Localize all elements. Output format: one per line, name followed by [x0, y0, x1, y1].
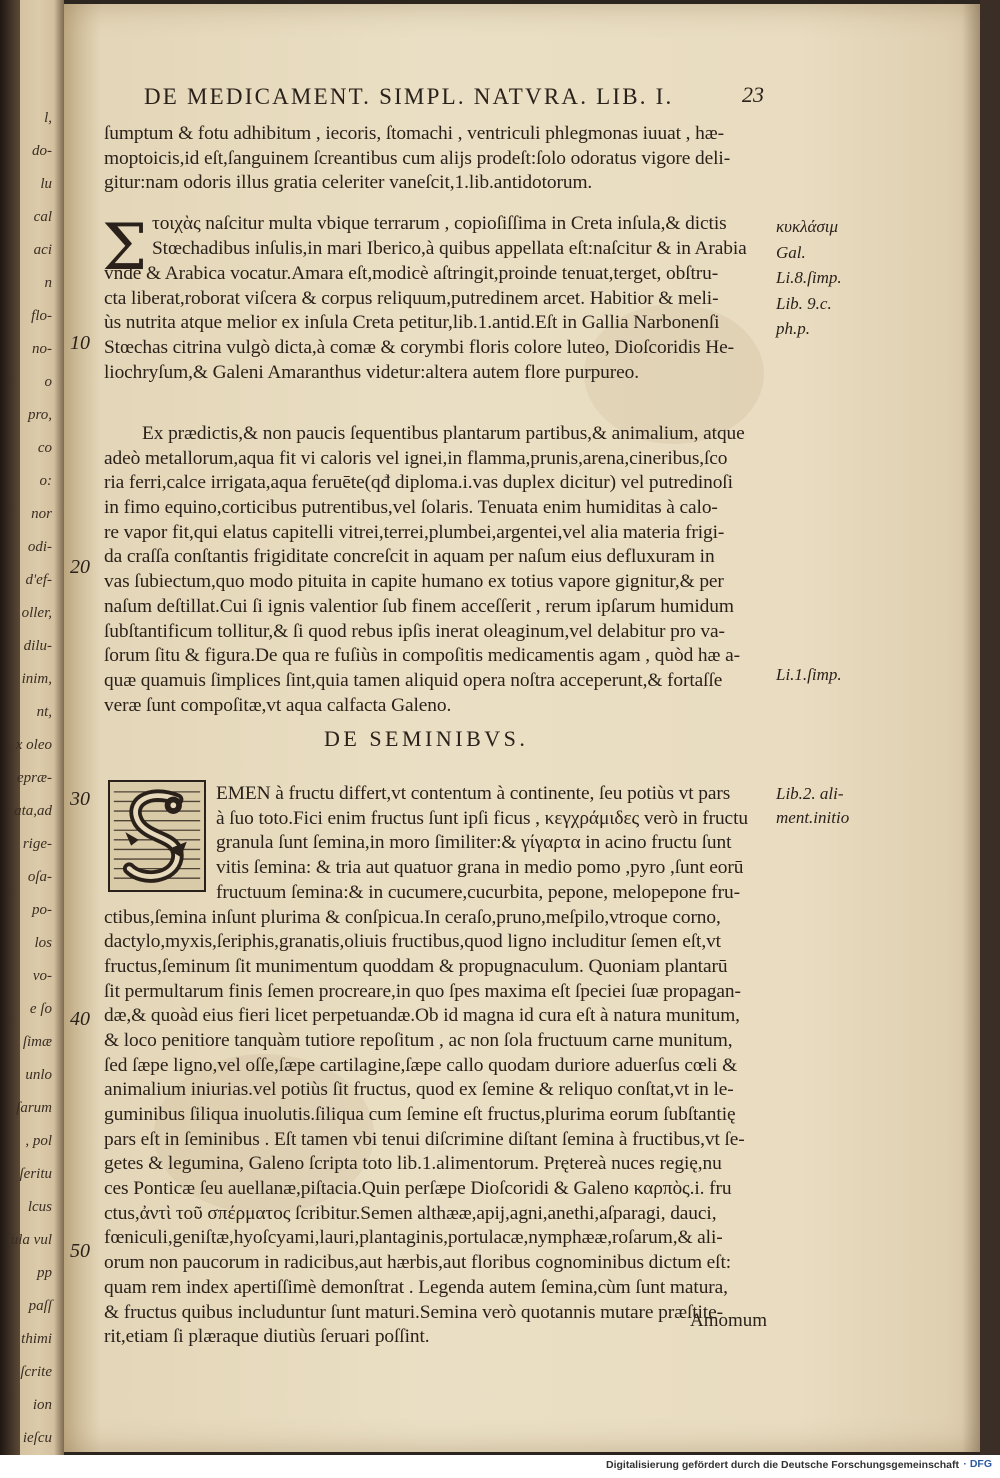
facing-page-fragment: dilu- [23, 638, 52, 654]
facing-page-fragment: e ſo [29, 1001, 52, 1017]
facing-page-fragment: o: [39, 473, 52, 489]
text-line: guminibus ſiliqua inuolutis.ſiliqua cum ſemine eſt fructus,plurima eorum ſubſtantię [104, 1104, 736, 1125]
text-line: fructus,ſeminum ſit munimentum quoddam & propugnaculum. Quoniam plantarū [104, 955, 728, 977]
text-line: ſubſtantificum tollitur,& ſi quod rebus ipſis inerat oleaginum,vel delabitur pro va- [104, 620, 725, 642]
facing-page-fragment: paſſ [28, 1298, 52, 1314]
text-line: à ſuo toto.Fici enim fructus ſunt ipſi ficus , κεγχράμιδες verò in fructu [216, 807, 748, 829]
page-number: 23 [742, 82, 764, 107]
text-line: dæ,& quoàd eius fieri licet perpetuandæ.Ob id magna id cura eſt à natura munitum, [104, 1005, 740, 1027]
facing-page-fragment: oller, [21, 605, 52, 621]
text-line: quam rem index apertiſſimè demonſtrat . Legenda autem ſemina,cùm ſunt matura, [104, 1276, 728, 1298]
facing-page-fragment: vo- [32, 968, 52, 984]
text-line: rit,etiam ſi plæraque diutiùs ſeruari poſſint. [104, 1326, 430, 1348]
facing-page-fragment: nt, [36, 704, 52, 720]
facing-page-fragment: ieſcu [22, 1430, 52, 1446]
paragraph-stoechas [152, 212, 772, 261]
text-line: Ex prædictis,& non paucis ſequentibus plantarum partibus,& animalium, atque [142, 423, 745, 444]
gutter-shadow [54, 0, 64, 1455]
facing-page-fragment: o [44, 374, 52, 390]
marginal-note: κυκλάσιμ [776, 217, 839, 236]
paragraph-seminibus-opening [216, 782, 772, 905]
greek-initial-sigma: Σ [102, 211, 148, 285]
facing-page-fragment: cal [33, 209, 52, 225]
facing-page-fragment: flo- [31, 308, 52, 324]
text-line: cta liberat,roborat viſcera & corpus reliquum,putredinem arcet. Habitior & meli- [104, 287, 719, 309]
text-line: pars eſt in ſeminibus . Eſt tamen vbi tenui diſcrimine diſtant ſemina à fructibus,vt ſe- [104, 1128, 745, 1150]
text-line: dactylo,myxis,ſeriphis,granatis,oliuis fructibus,quod ligno includitur ſemen eſt,vt [104, 931, 721, 953]
text-line: veræ ſunt compoſitæ,vt aqua calfacta Galeno. [104, 694, 452, 716]
woodcut-initial-s [108, 780, 206, 892]
text-line: re vapor fit,qui elatus capitelli vitrei,terrei,plumbei,argentei,vel alia materia frigi- [104, 521, 725, 543]
facing-page-fragment: ſcrite [20, 1364, 52, 1380]
text-line: τοιχὰς naſcitur multa vbique terrarum , copioſiſſima in Creta inſula,& dictis [152, 213, 727, 234]
facing-page-fragment: ſimæ [22, 1034, 52, 1050]
facing-page-fragment: rige- [22, 836, 52, 852]
text-line: ria ferri,calce irrigata,aqua feruēte(qđ diploma.i.vas duplex dicitur) vel putredinoſi [104, 472, 733, 494]
marginal-note: Li.8.ſimp. [776, 268, 842, 287]
page-edge-shadow [962, 4, 980, 1452]
text-line: Stœchas citrina vulgò dicta,à comæ & corymbi floris colore luteo, Dioſcoridis He- [104, 337, 735, 359]
facing-page-fragment: inim, [21, 671, 52, 687]
line-number-50: 50 [70, 1240, 90, 1262]
facing-page-fragment: d'ef- [25, 572, 52, 588]
text-line: EMEN à fructu differt,vt contentum à continente, ſeu potiùs vt pars [216, 783, 731, 804]
marginal-note: ment.initio [776, 808, 850, 827]
facing-page-fragment: pp [37, 1265, 52, 1281]
text-line: ces Ponticæ ſeu auellanæ,piſtacia.Quin perſæpe Dioſcoridi & Galeno καρπὸς.i. fru [104, 1178, 732, 1200]
line-number-20: 20 [70, 556, 90, 578]
paragraph-continuation [104, 122, 772, 196]
text-line: adeò metallorum,aqua fit vi caloris vel ignei,in flamma,prunis,arena,cineribus,ſco [104, 447, 728, 469]
text-line: fructuum ſemina:& in cucumere,cucurbita, pepone, melopepone fru- [216, 881, 740, 903]
facing-page-fragment: ſarum [16, 1100, 52, 1116]
facing-page-fragment: oſa- [27, 869, 52, 885]
marginal-note: Lib. 9.c. [776, 294, 832, 313]
text-line: liochryſum,& Galeni Amaranthus videtur:altera autem flore purpureo. [104, 361, 639, 383]
facing-page-fragment: no- [32, 341, 52, 357]
facing-page-fragment: ula vul [10, 1232, 52, 1248]
text-line: ſumptum & fotu adhibitum , iecoris, ſtomachi , ventriculi phlegmonas iuuat , hæ- [104, 123, 724, 144]
text-line: vas ſubiectum,quo modo pituita in capite humano ex totius vapore gignitur,& per [104, 571, 724, 593]
text-line: & fructus quibus includuntur ſunt maturi.Semina verò quotannis mutare præſtite- [104, 1301, 723, 1323]
text-line: vnde & Arabica vocatur.Amara eſt,modicè aſtringit,proinde tenuat,terget, obſtru- [104, 263, 719, 284]
facing-page-fragment: los [34, 935, 52, 951]
facing-page-fragment: unlo [25, 1067, 52, 1083]
facing-page-fragment: thimi [21, 1331, 52, 1347]
facing-page-fragment: lcus [27, 1199, 52, 1215]
text-line: gitur:nam odoris illus gratia celeriter vaneſcit,1.lib.antidotorum. [104, 172, 593, 194]
book-page [64, 4, 980, 1452]
facing-page-fragment: ion [32, 1397, 52, 1413]
text-line: getes & legumina, Galeno ſcripta toto lib.1.alimentorum. Prętereà nuces regię,nu [104, 1153, 722, 1175]
paragraph-distillation [104, 422, 772, 718]
marginal-note: Li.1.ſimp. [776, 665, 842, 684]
text-line: fœniculi,geniſtæ,hyoſcyami,lauri,plantaginis,portulacæ,nymphææ,roſarum,& ali- [104, 1227, 723, 1249]
text-line: granula ſunt ſemina,in moro ſimiliter:& γίγαρτα in acino fructu ſunt [216, 832, 732, 854]
dfg-logo: · DFG [963, 1458, 992, 1470]
paragraph-stoechas-cont [104, 262, 772, 385]
text-line: ctibus,ſemina inſunt plurima & conſpicua.In ceraſo,pruno,meſpilo,vtroque corno, [104, 906, 721, 928]
facing-page-fragment: pro, [27, 407, 52, 423]
text-line: moptoicis,id eſt,ſanguinem ſcreantibus cum alijs prodeſt:ſolo odoratus vigore deli- [104, 147, 731, 169]
facing-page-fragment: , pol [25, 1133, 52, 1149]
facing-page-fragment: l, [44, 110, 52, 126]
text-line: vitis ſemina: & tria aut quatuor grana in medio pomo ,pyro ,ſunt eorū [216, 857, 744, 879]
running-head: DE MEDICAMENT. SIMPL. NATVRA. LIB. I. [144, 84, 674, 109]
text-line: ſit permultarum finis ſemen procreare,in quo ſpes maxima eſt ſpeciei ſuæ propagan- [104, 980, 741, 1002]
section-heading: DE SEMINIBVS. [324, 726, 529, 751]
woodcut-initial-image [110, 782, 204, 890]
catchword: Amomum [690, 1310, 768, 1331]
facing-page-fragment: nor [31, 506, 52, 522]
facing-page-fragment: ſeritu [19, 1166, 52, 1182]
paragraph-seminibus [104, 906, 772, 1350]
line-number-40: 40 [70, 1008, 90, 1030]
text-line: orum non paucorum in radicibus,aut hærbis,aut floribus cognominibus dictum eſt: [104, 1252, 732, 1274]
facing-page-fragment: ata,ad [14, 803, 52, 819]
facing-page-fragment: odi- [27, 539, 52, 555]
funding-notice: Digitalisierung gefördert durch die Deutsche Forschungsgemeinschaft [606, 1459, 959, 1471]
facing-page-fragment: aci [33, 242, 52, 258]
text-line: quæ quamuis ſimplices ſint,quia tamen aliquid opera noſtra acceperunt,& fortaſſe [104, 669, 723, 691]
text-line: Stœchadibus inſulis,in mari Iberico,à quibus appellata eſt:naſcitur & in Arabia [152, 237, 747, 259]
marginal-note: Gal. [776, 243, 806, 262]
line-number-30: 30 [70, 788, 90, 810]
facing-page-fragment: do- [32, 143, 52, 159]
facing-page-fragment: co [37, 440, 52, 456]
line-number-10: 10 [70, 332, 90, 354]
text-line: in fimo equino,corticibus putrentibus,vel ſolaris. Tenuata enim humiditas à calo- [104, 497, 718, 519]
text-line: naſum deſtillat.Cui ſi ignis valentior ſub finem acceſſerit , rerum ipſarum humidum [104, 595, 734, 617]
facing-page-edge [0, 0, 64, 1455]
facing-page-fragment: po- [32, 902, 52, 918]
facing-page-fragment: x oleo [15, 737, 52, 753]
text-line: & loco penitiore tanquàm tutiore repoſitum , ac non ſola fructuum carne munitum, [104, 1029, 733, 1051]
text-line: animalium iniurias.vel potiùs ſit fructus, quod ex ſemine & reliquo conſtat,vt in le- [104, 1079, 734, 1101]
facing-page-fragment: epræ- [17, 770, 52, 786]
facing-page-fragment: n [44, 275, 52, 291]
text-line: da craſſa conſtantis frigiditate concreſcit in aquam per naſum eius defluxuram in [104, 546, 715, 568]
marginal-note: Lib.2. ali- [776, 784, 844, 803]
marginal-note: ph.p. [776, 319, 810, 338]
scan-background-right [980, 0, 1000, 1455]
text-line: ctus,ἀντὶ τοῦ σπέρματος ſcribitur.Semen althææ,apij,agni,anethi,aſparagi, dauci, [104, 1202, 717, 1224]
text-line: ſed ſæpe ligno,vel oſſe,ſæpe cartilagine,ſæpe callo quodam duriore aduerſus cœli & [104, 1054, 738, 1076]
text-line: ùs nutrita atque melior ex inſula Creta petitur,lib.1.antid.Eſt in Gallia Narbonenſi [104, 312, 720, 334]
text-line: ſorum ſitu & figura.De qua re fuſiùs in compoſitis medicamentis agam , quòd hæ a- [104, 645, 740, 667]
facing-page-fragment: lu [40, 176, 52, 192]
